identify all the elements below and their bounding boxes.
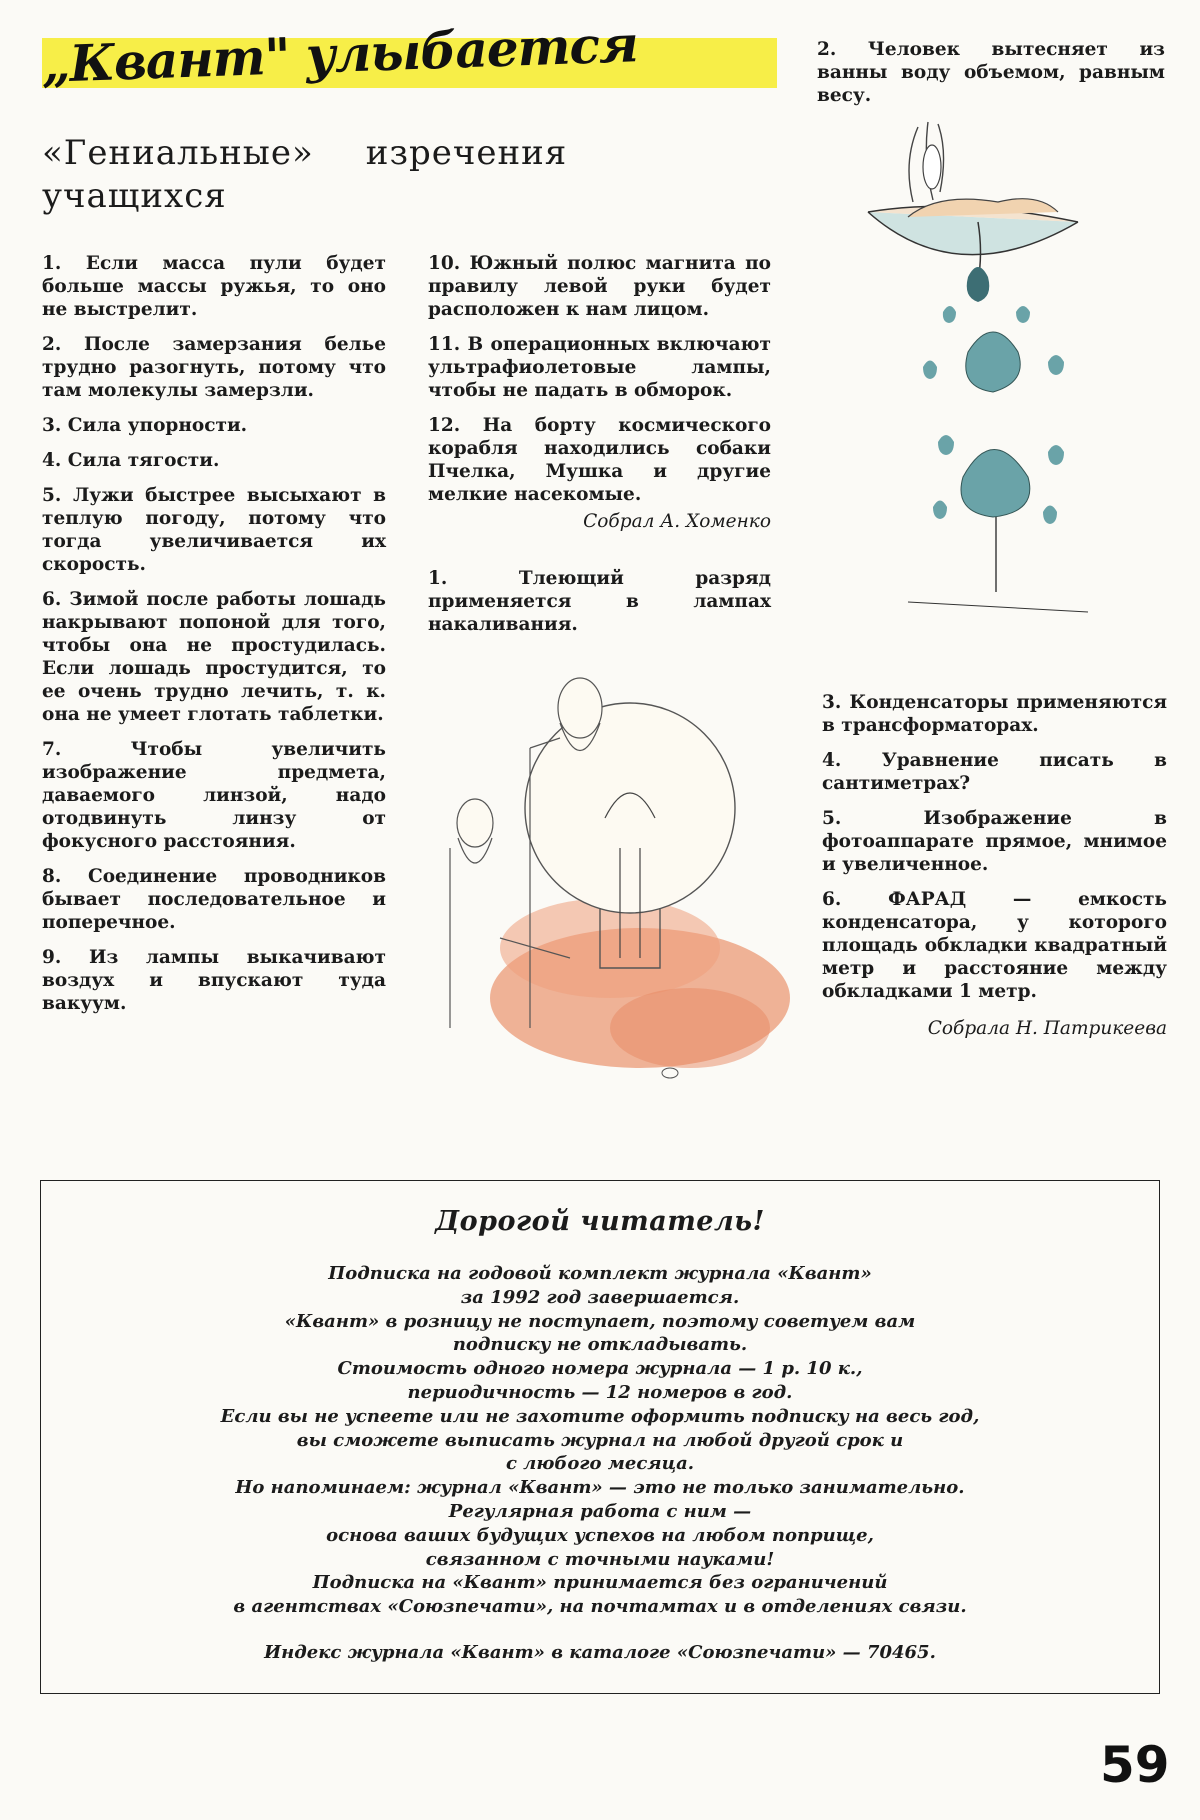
list-item: 11. В операционных включают ультрафиолетовые лампы, чтобы не падать в обморок.: [428, 334, 771, 401]
notice-line: Если вы не успеете или не захотите оформить подписку на весь год,: [220, 1405, 980, 1427]
notice-index-line: Индекс журнала «Квант» в каталоге «Союзпечати» — 70465.: [264, 1642, 936, 1663]
notice-line: периодичность — 12 номеров в год.: [407, 1381, 793, 1403]
list-item: 4. Уравнение писать в сантиметрах?: [822, 750, 1167, 794]
list-item: 5. Лужи быстрее высыхают в теплую погоду, потому что тогда увеличивается их скорость.: [42, 485, 386, 575]
notice-line: связанном с точными науками!: [425, 1548, 775, 1570]
lamp-illustration: [430, 668, 820, 1088]
bath-illustration: [848, 122, 1168, 642]
list-item: 1. Тлеющий разряд применяется в лампах накаливания.: [428, 568, 771, 635]
heading-word-1: «Гениальные»: [42, 133, 314, 173]
notice-line: в агентствах «Союзпечати», на почтамтах и в отделениях связи.: [233, 1596, 967, 1618]
list-item: 4. Сила тягости.: [42, 450, 220, 471]
list-item: 8. Соединение проводников бывает последовательное и поперечное.: [42, 866, 386, 933]
list-item: 9. Из лампы выкачивают воздух и впускают туда вакуум.: [42, 947, 386, 1014]
article-heading: [42, 132, 642, 218]
column-3: [822, 691, 1167, 1052]
credit-b: Собрала Н. Патрикеева: [927, 1018, 1167, 1039]
notice-line: вы сможете выписать журнал на любой другой срок и: [296, 1429, 904, 1451]
notice-line: Но напоминаем: журнал «Квант» — это не только занимательно.: [235, 1477, 965, 1499]
notice-line: Подписка на годовой комплект журнала «Квант»: [328, 1263, 872, 1284]
notice-title: Дорогой читатель!: [435, 1206, 765, 1237]
notice-line: подписку не откладывать.: [452, 1334, 748, 1356]
list-item: 10. Южный полюс магнита по правилу левой руки будет расположен к нам лицом.: [428, 253, 771, 320]
notice-line: Регулярная работа с ним —: [448, 1500, 752, 1522]
notice-line: «Квант» в розницу не поступает, поэтому советуем вам: [284, 1310, 916, 1332]
page-number: 59: [1100, 1736, 1170, 1794]
list-item: 6. ФАРАД — емкость конденсатора, у которого площадь обкладки квадратный метр и расстояние между обкладками 1 метр.: [822, 889, 1167, 1002]
column-1: [42, 252, 386, 1027]
notice-line: за 1992 год завершается.: [460, 1286, 740, 1308]
list-item: 5. Изображение в фотоаппарате прямое, мнимое и увеличенное.: [822, 808, 1167, 875]
list-item: 12. На борту космического корабля находились собаки Пчелка, Мушка и другие мелкие насекомые.: [428, 415, 771, 505]
credit-a: Собрал А. Хоменко: [583, 511, 771, 532]
list-item: 6. Зимой после работы лошадь накрывают попоной для того, чтобы она не простудилась. Если лошадь простудится, то ее очень трудно лечить, т. к. она не умеет глотать таблетки.: [42, 589, 386, 725]
list-item: 2. Человек вытесняет из ванны воду объемом, равным весу.: [817, 39, 1165, 106]
notice-line: с любого месяца.: [505, 1453, 695, 1475]
list-item: 3. Сила упорности.: [42, 415, 248, 436]
notice-text: [40, 1262, 1160, 1619]
list-item: 3. Конденсаторы применяются в трансформаторах.: [822, 692, 1167, 736]
list-item: 2. После замерзания белье трудно разогнуть, потому что там молекулы замерзли.: [42, 334, 386, 401]
list-item: 1. Если масса пули будет больше массы ружья, то оно не выстрелит.: [42, 253, 386, 320]
column-2: [428, 252, 771, 648]
notice-line: Стоимость одного номера журнала — 1 р. 10 к.,: [337, 1358, 863, 1380]
heading-line-2: учащихся: [42, 176, 227, 216]
rubric-title: „Квант" улыбается: [40, 14, 639, 94]
list-item: 7. Чтобы увеличить изображение предмета, даваемого линзой, надо отодвинуть линзу от фокусного расстояния.: [42, 739, 386, 852]
heading-word-2: изречения: [365, 133, 568, 173]
column-3-top: [817, 38, 1165, 119]
notice-line: Подписка на «Квант» принимается без ограничений: [312, 1572, 888, 1594]
notice-line: основа ваших будущих успехов на любом поприще,: [326, 1524, 874, 1546]
